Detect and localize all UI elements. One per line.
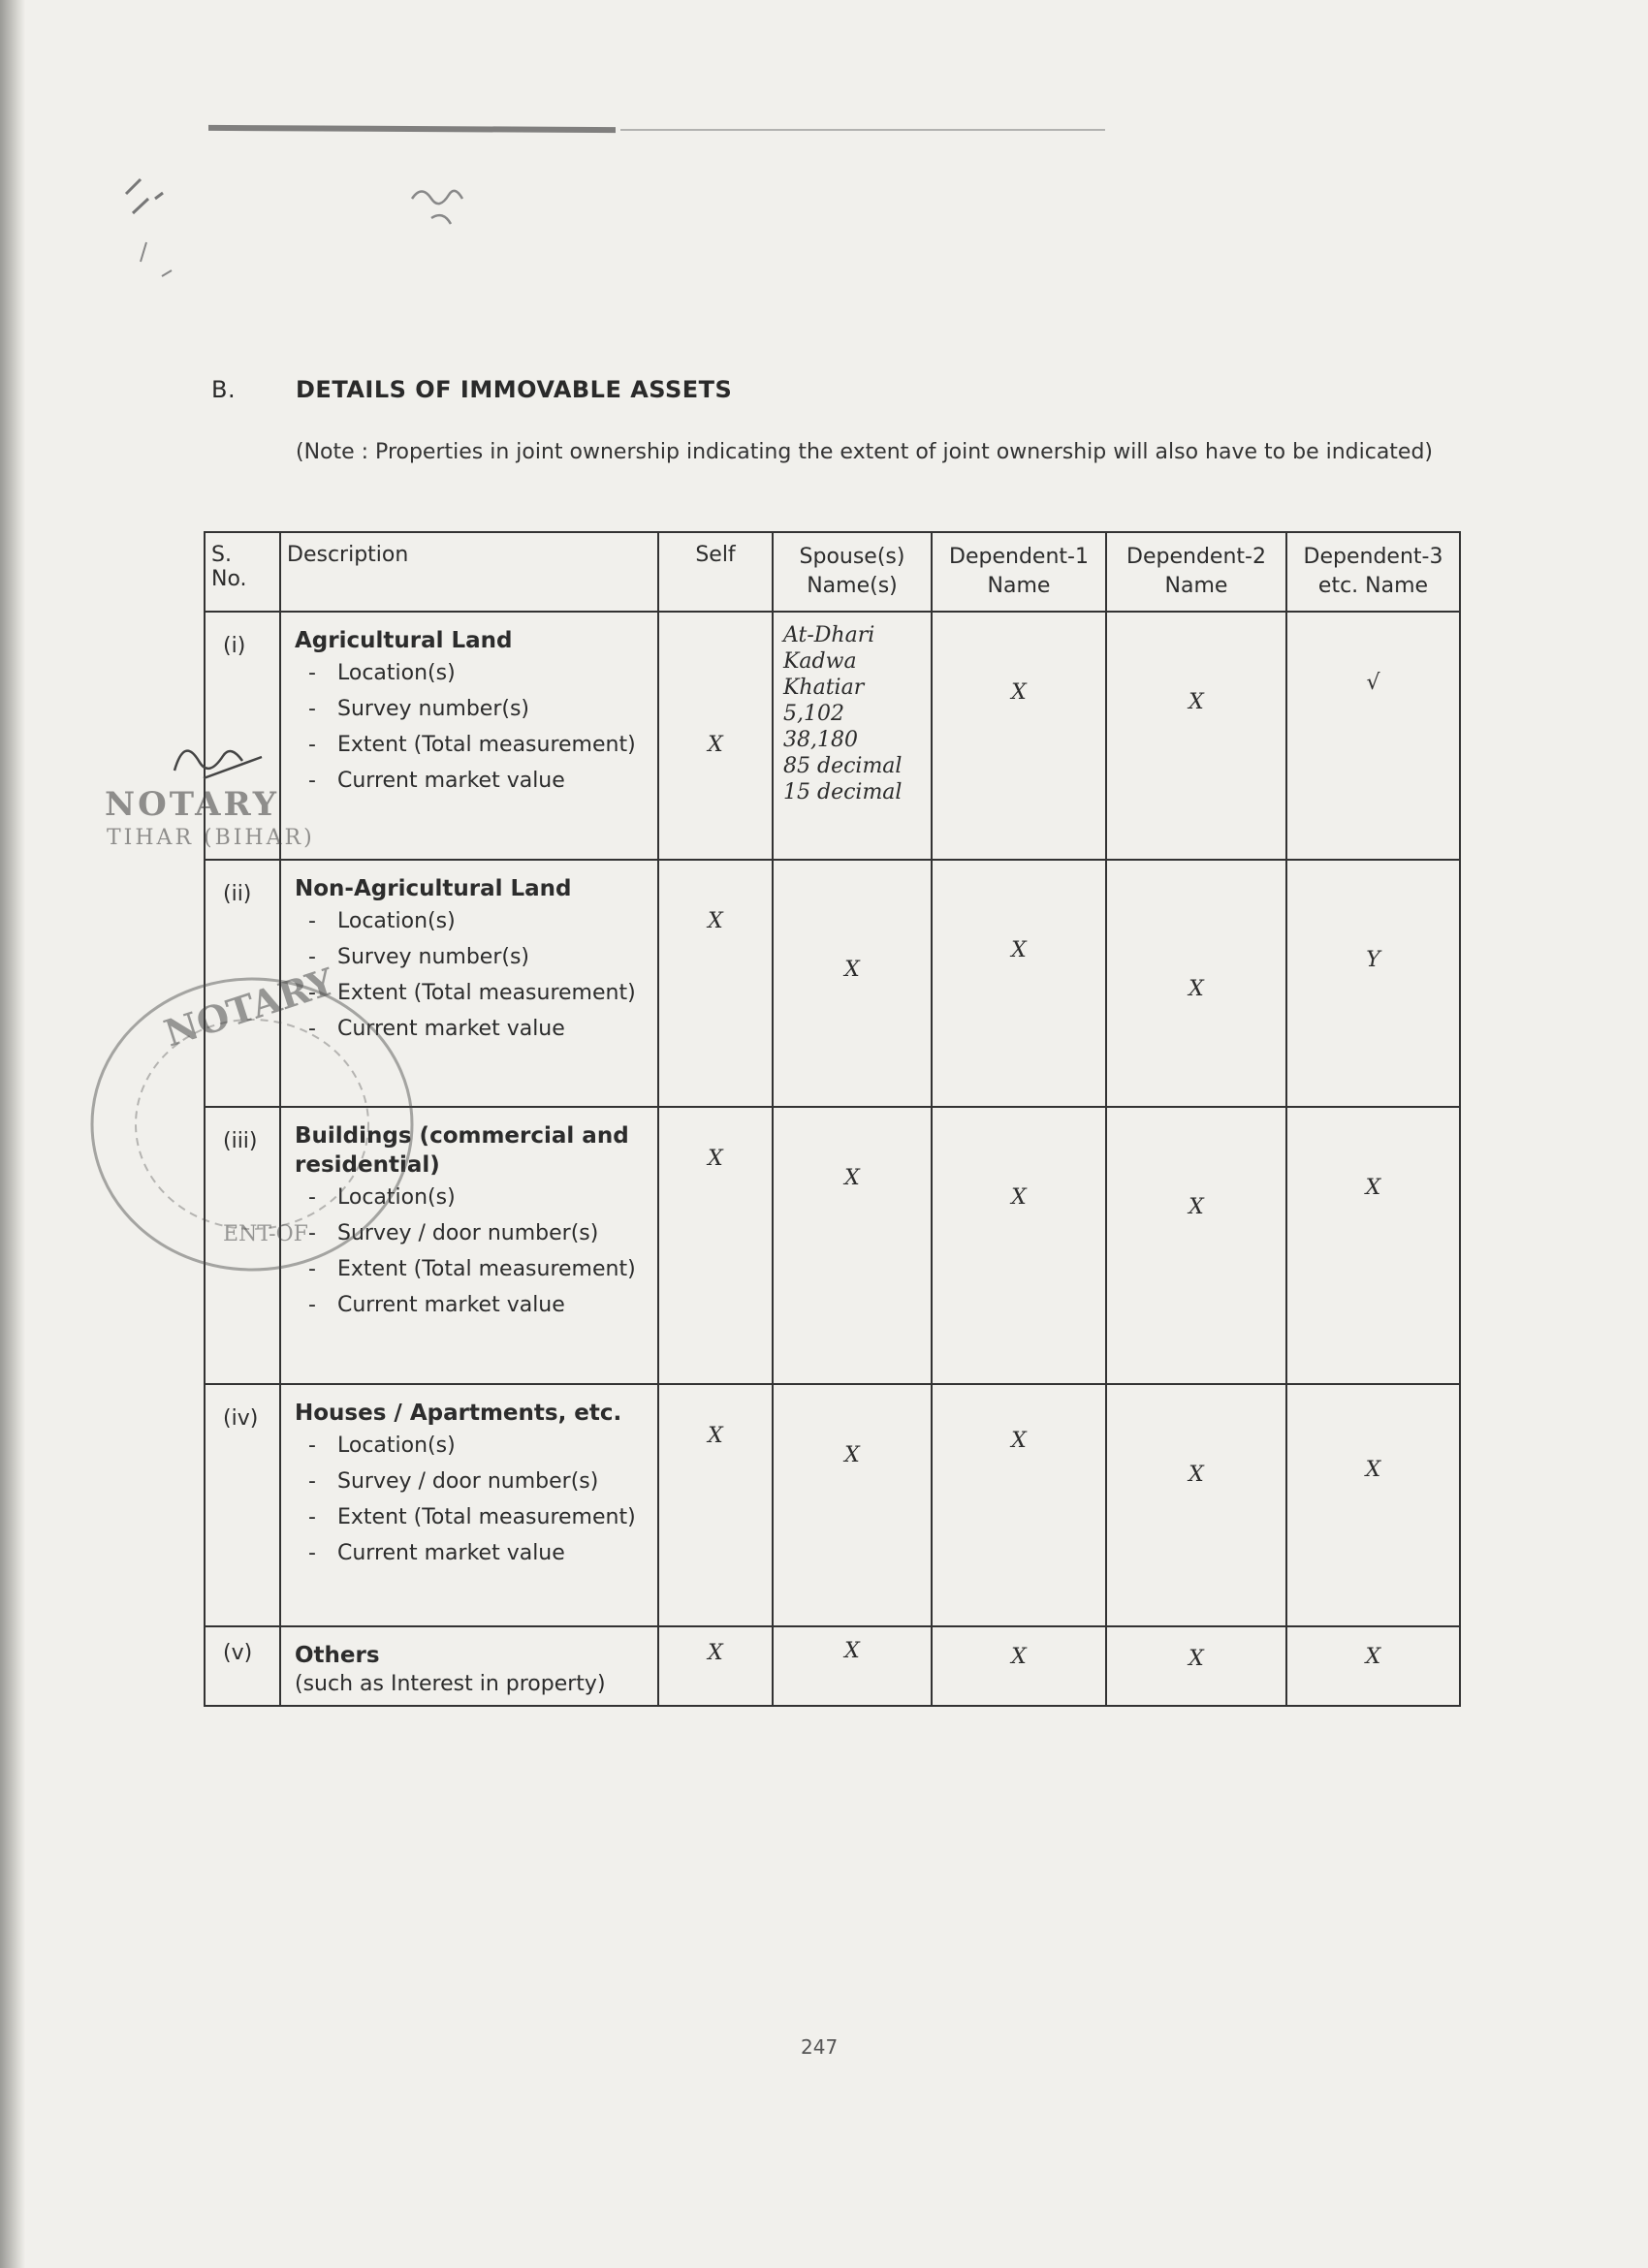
cell-self: X bbox=[658, 612, 773, 860]
notary-stamp-subtext: TIHAR (BIHAR) bbox=[107, 826, 315, 850]
row-category: Non-Agricultural Land bbox=[295, 876, 572, 901]
table-row bbox=[205, 1384, 1460, 1626]
list-item: - Location(s) bbox=[295, 907, 650, 936]
list-item: - Survey / door number(s) bbox=[295, 1467, 650, 1496]
cell-self: X bbox=[658, 1626, 773, 1706]
list-item: - Survey / door number(s) bbox=[295, 1219, 650, 1248]
header-dependent-2: Dependent-2 Name bbox=[1106, 532, 1286, 612]
row-category: Agricultural Land bbox=[295, 628, 513, 653]
cell-spouse: X bbox=[773, 1107, 932, 1384]
row-sno: (i) bbox=[205, 612, 280, 860]
cell-dependent-1: X bbox=[932, 860, 1106, 1107]
cell-dependent-1: X bbox=[932, 612, 1106, 860]
section-note: (Note : Properties in joint ownership indicating the extent of joint ownership will also have to be indicated) bbox=[296, 440, 1434, 464]
cell-dependent-3: X bbox=[1286, 1107, 1460, 1384]
row-category: Others bbox=[295, 1643, 380, 1668]
row-subtext: (such as Interest in property) bbox=[295, 1672, 606, 1696]
cell-dependent-2: X bbox=[1106, 1626, 1286, 1706]
row-sno: (iii) bbox=[205, 1107, 280, 1384]
row-sno: (v) bbox=[205, 1626, 280, 1706]
cell-spouse-handwritten: At-Dhari Kadwa Khatiar 5,102 38,180 85 decimal 15 decimal bbox=[773, 612, 932, 860]
header-rule bbox=[208, 125, 616, 133]
section-title: DETAILS OF IMMOVABLE ASSETS bbox=[296, 376, 733, 403]
cell-dependent-3: X bbox=[1286, 1626, 1460, 1706]
cell-dependent-2: X bbox=[1106, 860, 1286, 1107]
list-item: - Survey number(s) bbox=[295, 695, 650, 724]
cell-dependent-3: X bbox=[1286, 1384, 1460, 1626]
row-description bbox=[280, 612, 658, 860]
table-header-row bbox=[205, 532, 1460, 612]
notary-stamp-text: NOTARY bbox=[105, 785, 279, 824]
list-item: - Location(s) bbox=[295, 1183, 650, 1213]
list-item: - Current market value bbox=[295, 767, 650, 796]
list-item: - Current market value bbox=[295, 1015, 650, 1044]
notary-signature bbox=[155, 732, 281, 790]
cell-spouse: X bbox=[773, 1626, 932, 1706]
header-description: Description bbox=[280, 532, 658, 612]
row-category: Houses / Apartments, etc. bbox=[295, 1401, 622, 1426]
cell-dependent-2: X bbox=[1106, 1384, 1286, 1626]
header-spouse: Spouse(s) Name(s) bbox=[773, 532, 932, 612]
header-dependent-3: Dependent-3 etc. Name bbox=[1286, 532, 1460, 612]
list-item: - Location(s) bbox=[295, 659, 650, 688]
notary-seal-icon bbox=[78, 950, 504, 1318]
row-sno: (iv) bbox=[205, 1384, 280, 1626]
cell-spouse: X bbox=[773, 860, 932, 1107]
list-item: - Survey number(s) bbox=[295, 943, 650, 972]
cell-dependent-2: X bbox=[1106, 612, 1286, 860]
row-sno: (ii) bbox=[205, 860, 280, 1107]
header-sno: S. No. bbox=[205, 532, 280, 612]
cell-dependent-1: X bbox=[932, 1107, 1106, 1384]
list-item: - Current market value bbox=[295, 1539, 650, 1568]
page-number: 247 bbox=[801, 2035, 839, 2059]
table-row bbox=[205, 612, 1460, 860]
header-rule-thin bbox=[620, 129, 1105, 131]
cell-dependent-1: X bbox=[932, 1384, 1106, 1626]
header-dependent-1: Dependent-1 Name bbox=[932, 532, 1106, 612]
svg-text:ENT-OF: ENT-OF bbox=[223, 1222, 308, 1246]
row-category: Buildings (commercial and residential) bbox=[295, 1123, 629, 1178]
list-item: - Current market value bbox=[295, 1291, 650, 1320]
list-item: - Location(s) bbox=[295, 1432, 650, 1461]
row-description bbox=[280, 1384, 658, 1626]
cell-dependent-2: X bbox=[1106, 1107, 1286, 1384]
list-item: - Extent (Total measurement) bbox=[295, 1255, 650, 1284]
list-item: - Extent (Total measurement) bbox=[295, 979, 650, 1008]
margin-scribble bbox=[111, 160, 519, 296]
row-description bbox=[280, 1626, 658, 1706]
section-letter: B. bbox=[211, 376, 237, 403]
cell-spouse: X bbox=[773, 1384, 932, 1626]
list-item: - Extent (Total measurement) bbox=[295, 1503, 650, 1532]
header-self: Self bbox=[658, 532, 773, 612]
cell-dependent-1: X bbox=[932, 1626, 1106, 1706]
cell-self: X bbox=[658, 860, 773, 1107]
cell-dependent-3: √ bbox=[1286, 612, 1460, 860]
cell-dependent-3: Y bbox=[1286, 860, 1460, 1107]
table-row bbox=[205, 1626, 1460, 1706]
list-item: - Extent (Total measurement) bbox=[295, 731, 650, 760]
scan-edge-shadow bbox=[0, 0, 25, 2268]
cell-self: X bbox=[658, 1107, 773, 1384]
svg-text:NOTARY: NOTARY bbox=[158, 959, 339, 1055]
cell-self: X bbox=[658, 1384, 773, 1626]
